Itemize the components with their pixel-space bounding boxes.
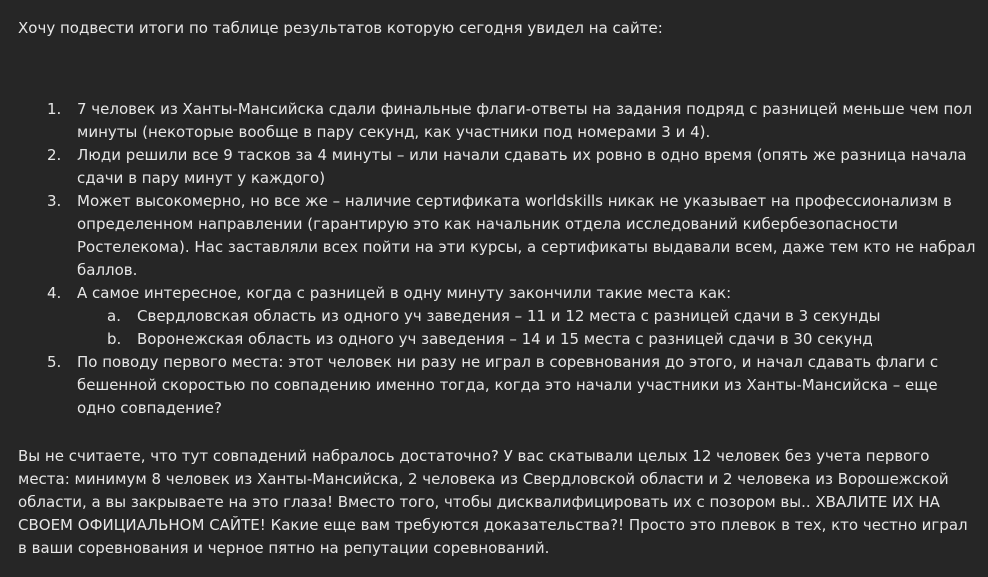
list-item bbox=[18, 98, 976, 144]
list-item bbox=[18, 190, 976, 282]
sub-list-item-letter: a. bbox=[107, 307, 121, 325]
list-item-number: 5. bbox=[47, 353, 62, 371]
list-item bbox=[18, 351, 976, 420]
list-item-number: 3. bbox=[47, 192, 62, 210]
list-item-text: А самое интересное, когда с разницей в одну минуту закончили такие места как: bbox=[77, 284, 732, 302]
findings-list bbox=[18, 98, 976, 420]
list-item-number: 2. bbox=[47, 146, 62, 164]
list-item bbox=[18, 144, 976, 190]
list-item-text: Может высокомерно, но все же – наличие сертификата worldskills никак не указывает на профессионализм в определенном направлении (гарантирую это как начальник отдела исследований кибербезопасности Ростелекома). Нас заставляли всех пойти на эти курсы, а сертификаты выдавали всем, даже тем кто не набрал баллов. bbox=[77, 192, 976, 279]
list-item-number: 1. bbox=[47, 100, 62, 118]
list-item-text: 7 человек из Ханты-Мансийска сдали финальные флаги-ответы на задания подряд с разницей меньше чем пол минуты (некоторые вообще в пару секунд, как участники под номерами 3 и 4). bbox=[77, 100, 973, 141]
sub-list-item-text: Свердловская область из одного уч заведения – 11 и 12 места с разницей сдачи в 3 секунды bbox=[137, 307, 881, 325]
list-item-number: 4. bbox=[47, 284, 62, 302]
list-item bbox=[18, 282, 976, 351]
list-item-text: По поводу первого места: этот человек ни разу не играл в соревнования до этого, и начал сдавать флаги с бешенной скоростью по совпадению именно тогда, когда это начали участники из Ханты-Мансийска – еще одно совпадение? bbox=[77, 353, 939, 417]
sub-list-item-letter: b. bbox=[107, 330, 122, 348]
list-item-text: Люди решили все 9 тасков за 4 минуты – или начали сдавать их ровно в одно время (опять же разница начала сдачи в пару минут у каждого) bbox=[77, 146, 967, 187]
sub-list-item bbox=[77, 328, 976, 351]
sub-list bbox=[77, 305, 976, 351]
intro-paragraph: Хочу подвести итоги по таблице результатов которую сегодня увидел на сайте: bbox=[18, 19, 663, 37]
sub-list-item bbox=[77, 305, 976, 328]
closing-paragraph: Вы не считаете, что тут совпадений набралось достаточно? У вас скатывали целых 12 человек без учета первого места: минимум 8 человек из Ханты-Мансийска, 2 человека из Свердловской области и 2 человека из Ворошежской области, а вы закрываете на это глаза! Вместо того, чтобы дисквалифицировать их с позором вы.. ХВАЛИТЕ ИХ НА СВОЕМ ОФИЦИАЛЬНОМ САЙТЕ! Какие еще вам требуются доказательства?! Просто это плевок в тех, кто честно играл в ваши соревнования и черное пятно на репутации соревнований. bbox=[18, 447, 968, 557]
sub-list-item-text: Воронежская область из одного уч заведения – 14 и 15 места с разницей сдачи в 30 секунд bbox=[137, 330, 873, 348]
